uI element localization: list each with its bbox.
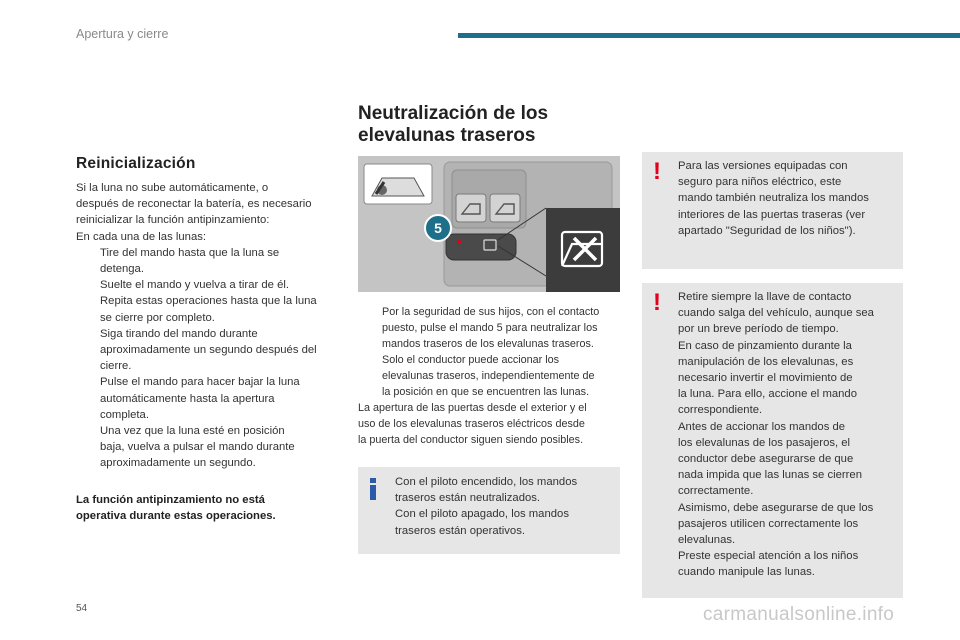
neutral-title: [358, 103, 618, 147]
bullet-line: Solo el conductor puede accionar los: [382, 354, 560, 366]
door-panel-illustration: [358, 156, 620, 292]
intro-line: En cada una de las lunas:: [76, 230, 207, 243]
bullet-line: completa.: [100, 408, 149, 421]
warning-line: conductor debe asegurarse de que: [678, 453, 854, 466]
intro-line: después de reconectar la batería, es necesario: [76, 198, 312, 211]
warning-line: cuando manipule las lunas.: [678, 566, 815, 579]
para-line: uso de los elevalunas traseros eléctricos desde: [358, 418, 585, 430]
reinit-intro: [76, 180, 338, 245]
reinit-bullet: [76, 423, 338, 472]
para-line: la puerta del conductor siguen siendo posibles.: [358, 434, 584, 446]
warning-line: seguro para niños eléctrico, este: [678, 176, 842, 189]
warning-icon: !: [653, 289, 661, 316]
bullet-line: Por la seguridad de sus hijos, con el contacto: [382, 306, 600, 318]
bullet-line: Una vez que la luna esté en posición: [100, 425, 285, 438]
warning-line: la luna. Para ello, accione el mando: [678, 388, 857, 401]
bullet-line: detenga.: [100, 263, 144, 276]
warning-line: manipulación de los elevalunas, es: [678, 355, 854, 368]
reinit-title: Reinicialización: [76, 155, 196, 172]
warning-line: mando también neutraliza los mandos: [678, 192, 869, 205]
bullet-line: Suelte el mando y vuelva a tirar de él.: [100, 279, 290, 292]
warning-line: por un breve período de tiempo.: [678, 323, 839, 336]
window-switch-icon: [456, 194, 486, 222]
bullet-line: cierre.: [100, 360, 132, 373]
bullet-line: se cierre por completo.: [100, 311, 215, 324]
bullet-line: mandos traseros de los elevalunas traseros.: [382, 338, 594, 350]
bullet-line: aproximadamente un segundo.: [100, 457, 256, 470]
watermark: carmanualsonline.info: [703, 604, 895, 625]
bullet-line: aproximadamente un segundo después del: [100, 344, 317, 357]
warning-line: Retire siempre la llave de contacto: [678, 291, 852, 303]
callout-5-label: 5: [434, 220, 442, 236]
warning-text-child-lock: [678, 158, 896, 239]
warning-line: necesario invertir el movimiento de: [678, 372, 853, 385]
info-text: [395, 474, 613, 539]
info-line: Con el piloto apagado, los mandos: [395, 508, 569, 521]
reinit-bullet: [76, 277, 338, 293]
warning-line: pasajeros utilicen correctamente los: [678, 517, 859, 530]
bullet-line: automáticamente hasta la apertura: [100, 392, 275, 405]
reinit-bullet: [76, 374, 338, 423]
bullet-line: Tire del mando hasta que la luna se: [100, 246, 280, 259]
para-line: La apertura de las puertas desde el exterior y el: [358, 402, 587, 414]
info-line: traseros están neutralizados.: [395, 492, 541, 505]
warning-icon: !: [653, 158, 661, 185]
title-line: Neutralización de los: [358, 103, 549, 124]
reinit-bullet: [76, 245, 338, 277]
warning-line: apartado "Seguridad de los niños").: [678, 224, 856, 237]
warning-line: correctamente.: [678, 485, 754, 498]
intro-line: reinicializar la función antipinzamiento:: [76, 214, 270, 227]
neutral-paragraph: [358, 400, 620, 448]
warning-line: los elevalunas de los pasajeros, el: [678, 436, 851, 449]
warning-line: cuando salga del vehículo, aunque sea: [678, 307, 874, 320]
warning-line: En caso de pinzamiento durante la: [678, 339, 852, 352]
warning-line: Para las versiones equipadas con: [678, 160, 848, 172]
title-line: elevalunas traseros: [358, 125, 536, 146]
bullet-line: Repita estas operaciones hasta que la luna: [100, 295, 317, 308]
window-switch-icon: [490, 194, 520, 222]
door-panel-figure: [358, 156, 620, 292]
warning-line: elevalunas.: [678, 534, 736, 547]
neutral-bullet: [358, 304, 620, 400]
neutral-body: [358, 304, 620, 448]
info-line: Con el piloto encendido, los mandos: [395, 476, 578, 488]
warning-line: correspondiente.: [678, 404, 763, 417]
reinit-body: [76, 180, 338, 472]
info-icon: [370, 478, 376, 500]
info-line: traseros están operativos.: [395, 524, 525, 537]
reinit-bullet: [76, 326, 338, 375]
bullet-line: baja, vuelva a pulsar el mando durante: [100, 441, 295, 454]
reinit-bullet: [76, 293, 338, 325]
warning-line: Antes de accionar los mandos de: [678, 420, 846, 433]
warning-line: Preste especial atención a los niños: [678, 550, 859, 563]
header-accent-bar: [458, 33, 960, 38]
page-number: 54: [76, 603, 88, 614]
note-line: La función antipinzamiento no está: [76, 494, 265, 506]
bullet-line: puesto, pulse el mando 5 para neutralizar los: [382, 322, 598, 334]
bullet-line: elevalunas traseros, independientemente de: [382, 370, 595, 382]
warning-line: nada impida que las lunas se cierren: [678, 469, 862, 482]
rear-window-lock-button: [446, 234, 516, 260]
section-header-title: Apertura y cierre: [76, 27, 169, 41]
warning-text-safety: [678, 289, 896, 581]
note-line: operativa durante estas operaciones.: [76, 510, 276, 523]
bullet-line: Pulse el mando para hacer bajar la luna: [100, 376, 300, 389]
intro-line: Si la luna no sube automáticamente, o: [76, 182, 269, 194]
bullet-line: Siga tirando del mando durante: [100, 327, 258, 340]
warning-line: interiores de las puertas traseras (ver: [678, 208, 866, 221]
bullet-line: la posición en que se encuentren las lunas.: [382, 386, 590, 398]
warning-line: Asimismo, debe asegurarse de que los: [678, 501, 874, 514]
reinit-note: [76, 492, 338, 524]
